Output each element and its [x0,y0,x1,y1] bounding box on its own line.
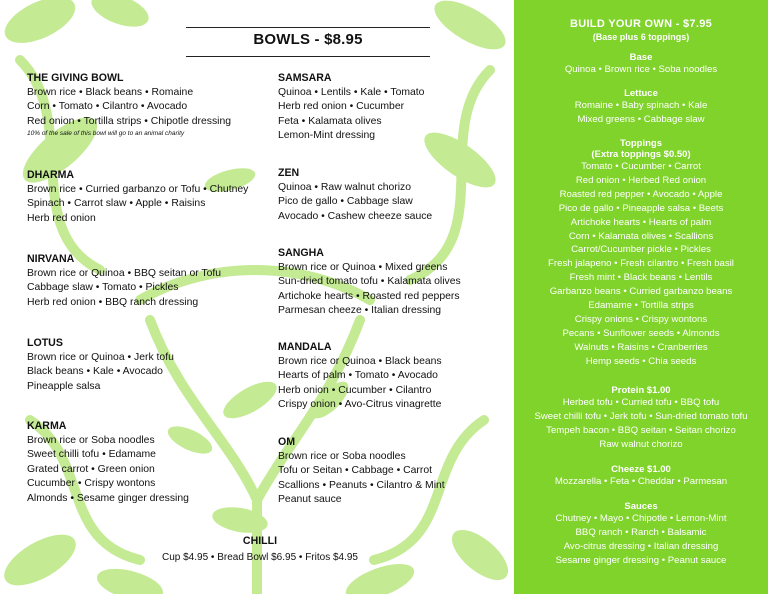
section-title: Toppings [619,138,663,149]
bowl-line: Brown rice • Curried garbanzo or Tofu • Chutney [27,183,249,195]
section-line: Tomato • Cucumber • Carrot [581,161,701,172]
bowl-name: NIRVANA [27,253,75,265]
bowl-line: Peanut sauce [278,494,342,505]
section-line: Garbanzo beans • Curried garbanzo beans [549,286,733,298]
bowl-om [278,435,445,508]
section-line: Red onion • Herbed Red onion [575,174,707,186]
bowl-mandala [278,340,442,413]
bowl-line: Lemon-Mint dressing [278,130,376,141]
byo-heading: BUILD YOUR OWN - $7.95 [569,18,713,30]
bowl-line: Pineapple salsa [27,380,101,392]
section-line: Corn • Kalamata olives • Scallions [568,230,714,242]
section-line: Quinoa • Brown rice • Soba noodles [564,64,718,75]
bowl-line: Brown rice or Quinoa • Mixed greens [278,261,448,273]
bowl-line: Herb red onion • Cucumber [278,101,405,112]
bowl-line: Artichoke hearts • Roasted red peppers [278,290,460,302]
section-line: Edamame • Tortilla strips [588,300,694,312]
section-line: Mozzarella • Feta • Cheddar • Parmesan [554,476,728,487]
bowl-line: Crispy onion • Avo-Citrus vinagrette [278,399,442,410]
section-line: Tempeh bacon • BBQ seitan • Seitan chorizo [546,424,736,436]
bowl-line: Feta • Kalamata olives [278,115,382,127]
section-sauces [514,501,768,568]
bowl-line: Spinach • Carrot slaw • Apple • Raisins [27,198,206,209]
section-title: Protein $1.00 [611,385,671,396]
title-rule-top [186,27,430,28]
section-line: Fresh jalapeno • Fresh cilantro • Fresh basil [548,258,734,270]
section-line: Fresh mint • Black beans • Lentils [569,272,713,284]
bowl-name: DHARMA [27,169,75,181]
bowl-line: Brown rice or Soba noodles [27,434,155,446]
section-line: Avo-citrus dressing • Italian dressing [563,540,719,552]
bowl-line: Herb onion • Cucumber • Cilantro [278,384,432,396]
section-line: Artichoke hearts • Hearts of palm [570,216,712,228]
section-line: Roasted red pepper • Avocado • Apple [559,188,723,200]
section-line: Chutney • Mayo • Chipotle • Lemon-Mint [555,513,727,524]
bowl-line: Tofu or Seitan • Cabbage • Carrot [278,465,432,476]
section-base [514,52,768,77]
section-toppings [514,138,768,369]
build-your-own-panel [514,0,768,594]
bowl-line: Herb red onion [27,212,96,224]
bowl-line: Corn • Tomato • Cilantro • Avocado [27,101,188,112]
section-line: Hemp seeds • Chia seeds [585,355,697,367]
bowl-line: Brown rice or Quinoa • BBQ seitan or Tofu [27,267,222,279]
section-title: Base [629,52,653,63]
bowl-name: SANGHA [278,247,324,259]
bowl-line: Herb red onion • BBQ ranch dressing [27,296,199,308]
bowl-line: Parmesan cheeze • Italian dressing [278,305,442,316]
bowl-line: Quinoa • Raw walnut chorizo [278,181,412,193]
bowl-nirvana [27,252,221,310]
section-line: Pecans • Sunflower seeds • Almonds [562,327,720,339]
bowl-line: Almonds • Sesame ginger dressing [27,492,189,504]
section-line: Raw walnut chorizo [599,438,683,450]
bowl-line: Black beans • Kale • Avocado [27,366,163,377]
bowl-zen [278,166,432,224]
bowl-line: Avocado • Cashew cheeze sauce [278,210,433,222]
section-line: Sweet chilli tofu • Jerk tofu • Sun-dried tomato tofu [534,410,748,422]
section-line: Mixed greens • Cabbage slaw [577,113,705,125]
bowl-name: MANDALA [278,341,332,353]
section-title: Lettuce [624,88,658,99]
bowl-name: OM [278,436,296,448]
bowl-line: Pico de gallo • Cabbage slaw [278,196,413,207]
bowl-line: Grated carrot • Green onion [27,463,155,475]
bowl-dharma [27,168,248,226]
section-line: Walnuts • Raisins • Cranberries [574,341,708,353]
byo-header [514,18,768,42]
section-cheeze [514,464,768,489]
bowl-line: Hearts of palm • Tomato • Avocado [278,370,438,381]
bowl-line: Quinoa • Lentils • Kale • Tomato [278,86,425,98]
section-title: Cheeze $1.00 [611,464,671,475]
bowl-name: KARMA [27,420,67,432]
section-line: Herbed tofu • Curried tofu • BBQ tofu [562,397,720,408]
page-title: BOWLS - $8.95 [253,31,363,48]
bowl-name: THE GIVING BOWL [27,72,124,84]
section-protein [514,385,768,452]
chili-section [120,535,400,563]
bowl-line: Brown rice or Quinoa • Black beans [278,355,442,367]
section-line: Pico de gallo • Pineapple salsa • Beets [558,202,724,214]
bowl-line: Cabbage slaw • Tomato • Pickles [27,282,179,293]
bowl-lotus [27,336,174,394]
chili-prices: Cup $4.95 • Bread Bowl $6.95 • Fritos $4.95 [161,552,358,563]
bowl-samsara [278,71,424,144]
title-rule-bottom [186,56,430,57]
bowl-line: Sweet chilli tofu • Edamame [27,449,156,460]
chili-name: CHILLI [242,535,278,547]
bowl-name: SAMSARA [278,72,332,84]
bowl-name: LOTUS [27,337,63,349]
section-subtitle: (Extra toppings $0.50) [591,149,691,160]
byo-subheading: (Base plus 6 toppings) [592,32,690,42]
bowl-line: Red onion • Tortilla strips • Chipotle dressing [27,115,232,127]
bowl-the-giving-bowl [27,71,231,138]
bowl-line: Brown rice or Quinoa • Jerk tofu [27,351,174,363]
bowl-sangha [278,246,461,319]
section-title: Sauces [624,501,658,512]
bowl-line: Cucumber • Crispy wontons [27,478,156,489]
bowl-note: 10% of the sale of this bowl will go to an animal charity [27,130,185,137]
bowl-line: Brown rice • Black beans • Romaine [27,86,194,98]
section-lettuce [514,88,768,127]
section-line: Sesame ginger dressing • Peanut sauce [555,554,727,566]
bowl-line: Sun-dried tomato tofu • Kalamata olives [278,276,461,287]
bowl-line: Scallions • Peanuts • Cilantro & Mint [278,479,445,491]
section-line: Crispy onions • Crispy wontons [574,313,708,325]
section-line: Carrot/Cucumber pickle • Pickles [571,244,711,256]
bowl-karma [27,419,189,506]
section-line: BBQ ranch • Ranch • Balsamic [575,526,707,538]
section-line: Romaine • Baby spinach • Kale [574,100,708,111]
bowl-line: Brown rice or Soba noodles [278,450,406,462]
bowl-name: ZEN [278,167,300,179]
